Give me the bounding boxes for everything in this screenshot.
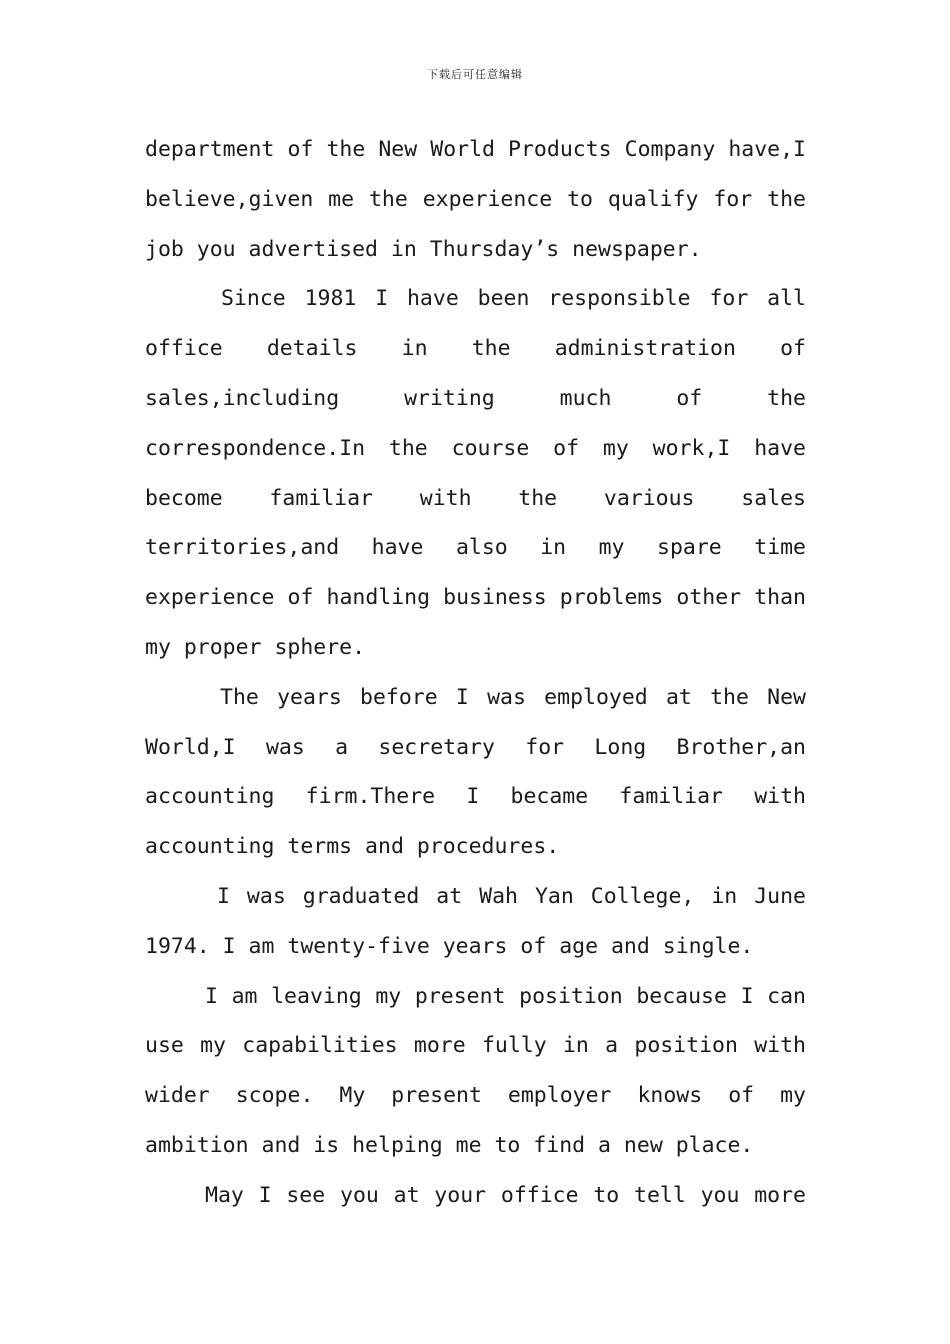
letter-line: Since 1981 I have been responsible for all [221, 286, 806, 312]
header-note: 下载后可任意编辑 [427, 68, 523, 81]
letter-line: sales,including writing much of the [145, 385, 806, 411]
letter-line: my proper sphere. [145, 634, 366, 660]
letter-line: accounting terms and procedures. [145, 834, 560, 860]
letter-line: use my capabilities more fully in a position with [145, 1033, 806, 1059]
letter-line: territories,and have also in my spare time [145, 535, 806, 561]
letter-line: May I see you at your office to tell you more [205, 1182, 806, 1208]
letter-line: correspondence.In the course of my work,I have [145, 435, 806, 461]
letter-line: The years before I was employed at the New [220, 684, 806, 710]
letter-line: accounting firm.There I became familiar with [145, 784, 806, 810]
letter-line: World,I was a secretary for Long Brother,an [145, 734, 806, 760]
letter-line: office details in the administration of [145, 336, 806, 362]
letter-line: experience of handling business problems other than [145, 585, 806, 611]
letter-line: ambition and is helping me to find a new place. [145, 1132, 754, 1158]
letter-body [145, 125, 806, 1221]
letter-line: department of the New World Products Company have,I [145, 137, 806, 162]
letter-line: wider scope. My present employer knows of my [145, 1083, 806, 1109]
letter-line: 1974. I am twenty-five years of age and single. [145, 933, 754, 959]
letter-line: believe,given me the experience to qualify for the [145, 186, 806, 212]
letter-line: become familiar with the various sales [145, 485, 806, 511]
letter-line: I am leaving my present position because I can [205, 983, 806, 1009]
letter-line: I was graduated at Wah Yan College, in June [217, 883, 806, 909]
letter-line: job you advertised in Thursday’s newspaper. [145, 236, 702, 262]
